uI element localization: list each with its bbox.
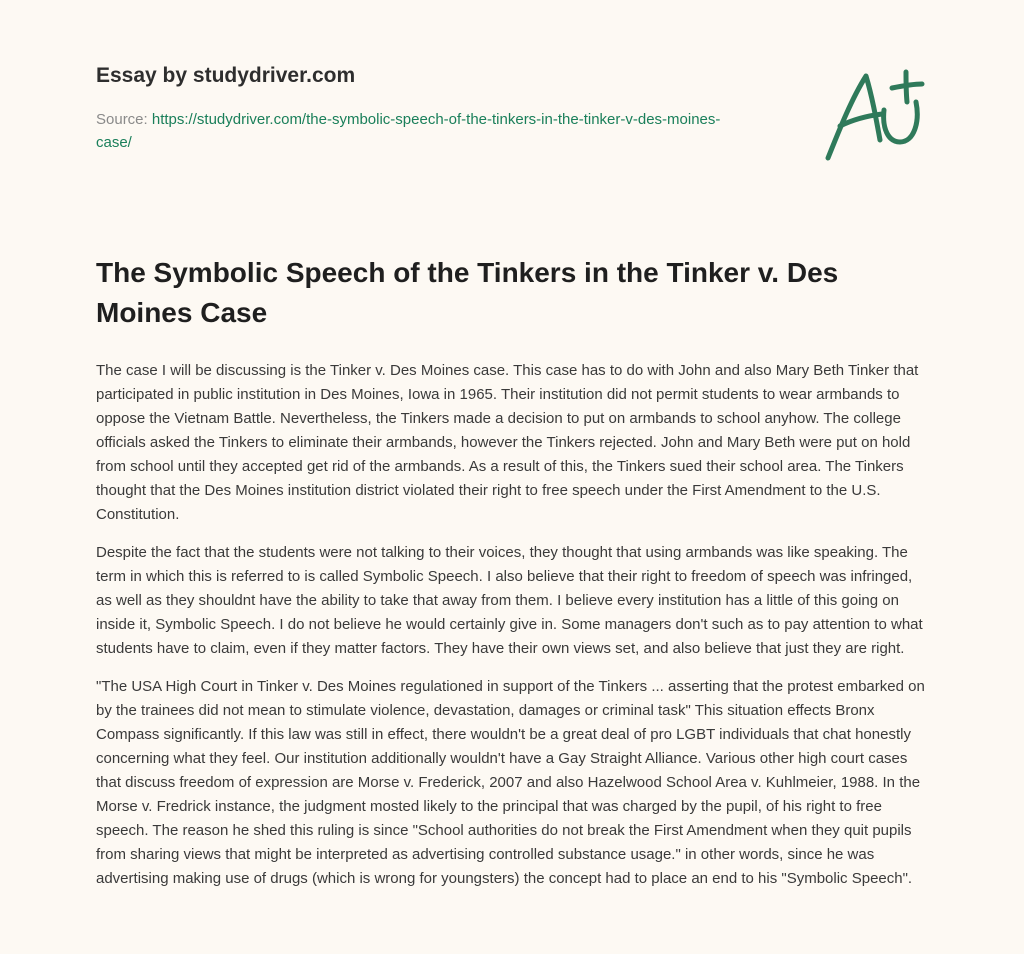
paragraph: The case I will be discussing is the Tinker v. Des Moines case. This case has to do with John and also Mary Beth Tinker that participated in public institution in Des Moines, Iowa in 1965. Their institution did not permit students to wear armbands to oppose the Vietnam Battle. Nevertheless, the Tinkers made a decision to put on armbands to school anyhow. The college officials asked the Tinkers to eliminate their armbands, however the Tinkers rejected. John and Mary Beth were put on hold from school until they accepted get rid of the armbands. As a result of this, the Tinkers sued their school area. The Tinkers thought that the Des Moines institution district violated their right to free speech under the First Amendment to the U.S. Constitution.: [96, 362, 919, 523]
source-link[interactable]: https://studydriver.com/the-symbolic-speech-of-the-tinkers-in-the-tinker-v-des-moines-case/: [96, 111, 721, 151]
source-line: [96, 108, 736, 154]
site-title: Essay by studydriver.com: [96, 64, 356, 87]
paragraph: Despite the fact that the students were not talking to their voices, they thought that using armbands was like speaking. The term in which this is referred to is called Symbolic Speech. I also believe that their right to freedom of speech was infringed, as well as they shouldnt have the ability to take that away from them. I believe every institution has a little of this going on inside it, Symbolic Speech. I do not believe he would certainly give in. Some managers don't such as to pay attention to what students have to claim, even if they matter factors. They have their own views set, and also believe that just they are right.: [96, 544, 923, 657]
a-plus-grade-icon: [822, 66, 926, 166]
page-header: [96, 62, 736, 154]
document-title: The Symbolic Speech of the Tinkers in the Tinker v. Des Moines Case: [96, 257, 839, 328]
paragraph: "The USA High Court in Tinker v. Des Moines regulationed in support of the Tinkers ... asserting that the protest embarked on by the trainees did not mean to stimulate violence, devastation, damages or criminal task" This situation effects Bronx Compass significantly. If this law was still in effect, there wouldn't be a great deal of pro LGBT individuals that chat honestly concerning what they feel. Our institution additionally wouldn't have a Gay Straight Alliance. Various other high court cases that discuss freedom of expression are Morse v. Frederick, 2007 and also Hazelwood School Area v. Kuhlmeier, 1988. In the Morse v. Fredrick instance, the judgment mosted likely to the principal that was charged by the pupil, of his right to free speech. The reason he shed this ruling is since "School authorities do not break the First Amendment when they quit pupils from sharing views that might be interpreted as advertising controlled substance usage." in other words, since he was advertising making use of drugs (which is wrong for youngsters) the concept had to place an end to his "Symbolic Speech".: [96, 678, 925, 887]
document-body: [96, 253, 930, 905]
source-label: Source:: [96, 111, 152, 128]
